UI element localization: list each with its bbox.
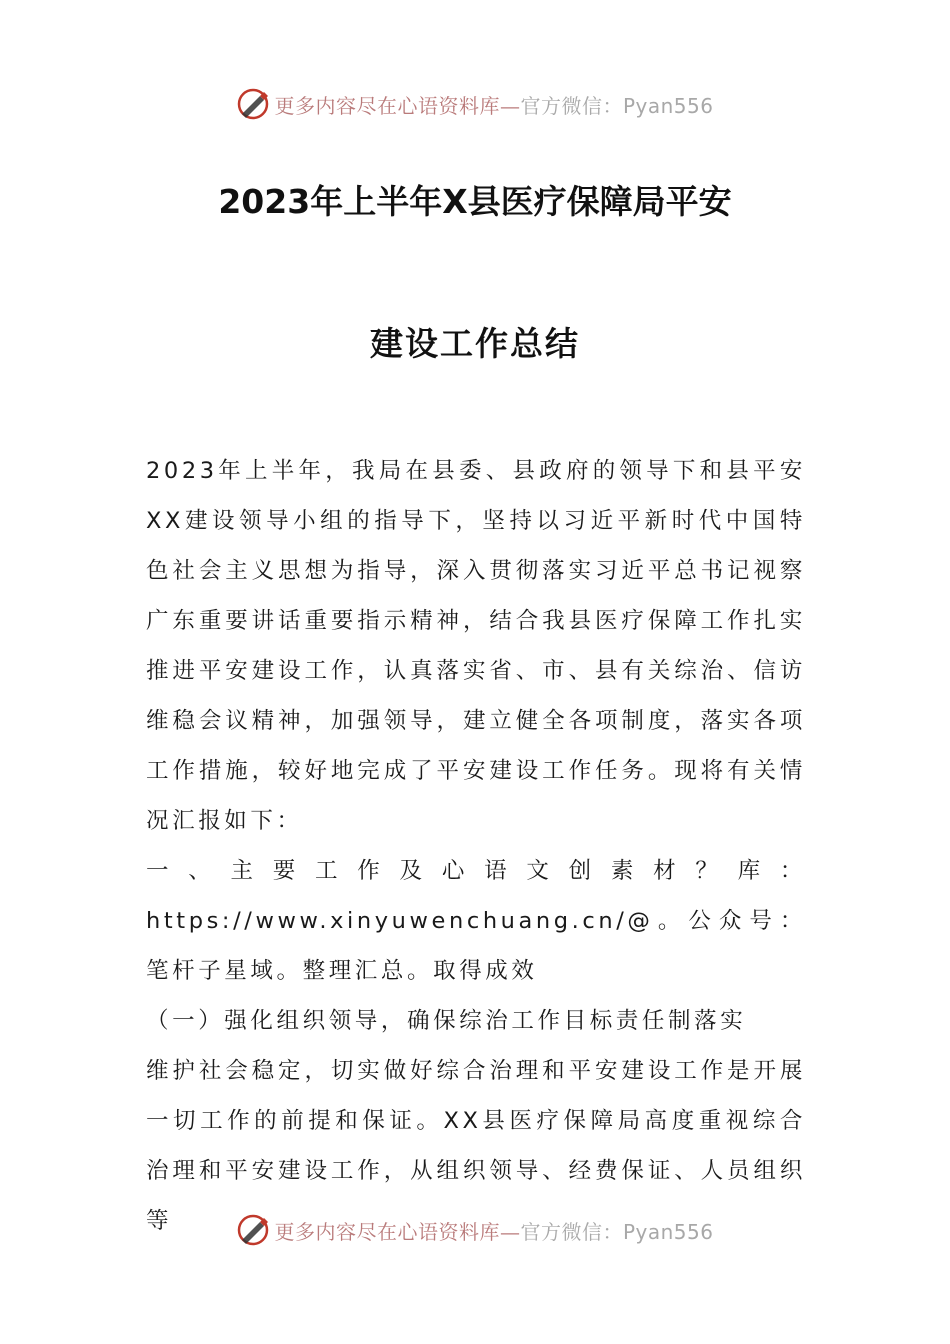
footer-watermark-banner bbox=[0, 1210, 950, 1250]
pen-logo-icon bbox=[236, 1213, 270, 1247]
banner-text bbox=[274, 1216, 713, 1245]
banner-library-text: 更多内容尽在心语资料库— bbox=[274, 93, 521, 118]
pen-logo-icon bbox=[236, 87, 270, 121]
banner-library-text: 更多内容尽在心语资料库— bbox=[274, 1219, 521, 1244]
banner-text bbox=[274, 90, 713, 119]
header-watermark-banner bbox=[0, 84, 950, 124]
section-heading-1: 一、主要工作及心语文创素材？库：https://www.xinyuwenchuang.cn/@。公众号：笔杆子星域。整理汇总。取得成效 bbox=[146, 858, 806, 984]
intro-paragraph: 2023年上半年，我局在县委、县政府的领导下和县平安XX建设领导小组的指导下，坚持以习近平新时代中国特色社会主义思想为指导，深入贯彻落实习近平总书记视察广东重要讲话重要指示精神，结合我县医疗保障工作扎实推进平安建设工作，认真落实省、市、县有关综治、信访维稳会议精神，加强领导，建立健全各项制度，落实各项工作措施，较好地完成了平安建设工作任务。现将有关情况汇报如下： bbox=[146, 458, 806, 834]
document-title-line2: 建设工作总结 bbox=[370, 324, 580, 363]
banner-wechat-text: 官方微信：Pyan556 bbox=[520, 93, 714, 118]
banner-wechat-text: 官方微信：Pyan556 bbox=[520, 1219, 714, 1244]
subsection-heading-1: （一）强化组织领导，确保综治工作目标责任制落实 bbox=[146, 1008, 747, 1034]
document-title-line1: 2023年上半年X县医疗保障局平安 bbox=[218, 182, 732, 221]
body-paragraph: 维护社会稳定，切实做好综合治理和平安建设工作是开展一切工作的前提和保证。XX县医疗保障局高度重视综合治理和平安建设工作，从组织领导、经费保证、人员组织等 bbox=[146, 1058, 806, 1234]
document-body bbox=[146, 446, 806, 1246]
